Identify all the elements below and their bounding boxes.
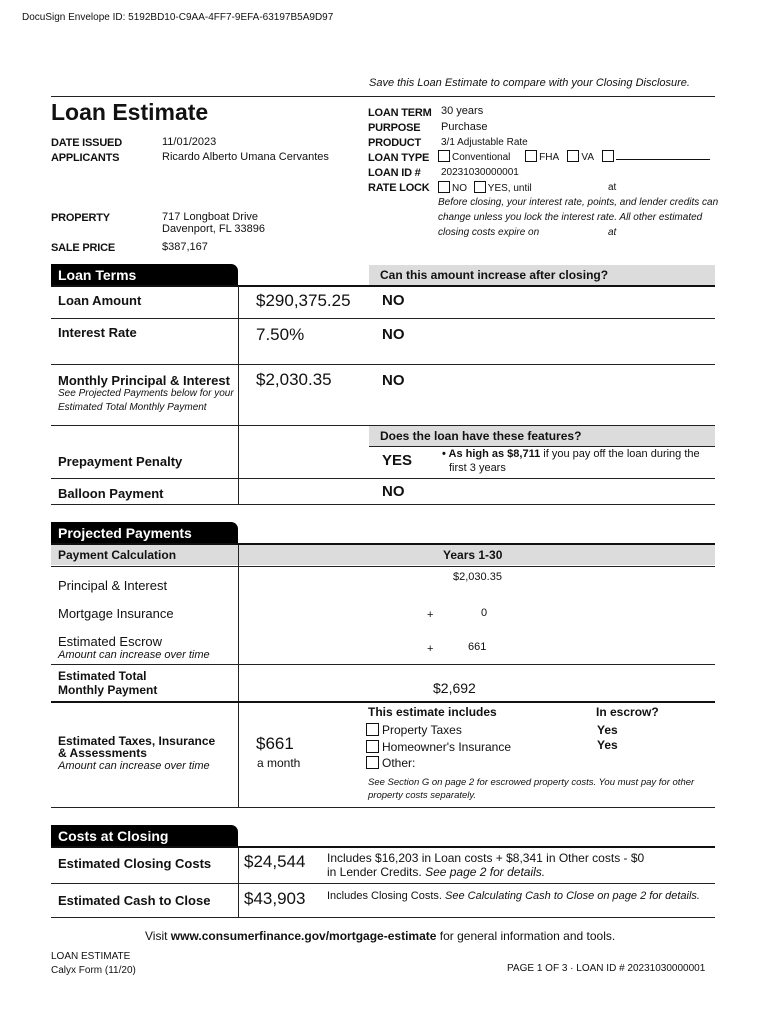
visit-prefix: Visit xyxy=(145,929,171,943)
other-type-line xyxy=(616,159,710,160)
mi-label: Mortgage Insurance xyxy=(58,606,174,621)
escrow-note: Amount can increase over time xyxy=(58,649,210,661)
homeowners-item xyxy=(366,740,511,754)
form-name: LOAN ESTIMATE xyxy=(51,951,131,962)
escrow-value: 661 xyxy=(468,641,487,653)
interest-rate-answer: NO xyxy=(382,326,405,343)
years-label: Years 1-30 xyxy=(443,548,503,562)
page-title: Loan Estimate xyxy=(51,99,209,125)
mi-plus: + xyxy=(427,609,434,621)
loan-term-label: LOAN TERM xyxy=(368,107,432,119)
mpi-answer: NO xyxy=(382,372,405,389)
projected-payments-tab: Projected Payments xyxy=(51,522,238,543)
loan-id-label: LOAN ID # xyxy=(368,167,421,179)
includes-label: This estimate includes xyxy=(368,705,497,719)
sale-price-value: $387,167 xyxy=(162,241,208,253)
closing-costs-detail-line2 xyxy=(327,865,545,879)
rate-lock-label: RATE LOCK xyxy=(368,182,430,194)
rate-lock-at: at xyxy=(608,182,617,193)
loan-amount-value: $290,375.25 xyxy=(256,291,351,310)
section-g-note-line1: See Section G on page 2 for escrowed property costs. You must pay for other xyxy=(368,777,695,788)
loan-terms-tab: Loan Terms xyxy=(51,264,238,285)
rate-lock-yes-label: YES, until xyxy=(487,183,532,194)
costs-at-closing-tab: Costs at Closing xyxy=(51,825,238,846)
other-checkbox[interactable] xyxy=(366,756,379,769)
conventional-label: Conventional xyxy=(452,152,511,163)
other-item xyxy=(366,756,415,770)
balloon-answer: NO xyxy=(382,483,405,500)
mpi-value: $2,030.35 xyxy=(256,370,332,389)
increase-question: Can this amount increase after closing? xyxy=(380,268,609,282)
payment-calc-label: Payment Calculation xyxy=(58,548,177,562)
form-version: Calyx Form (11/20) xyxy=(51,965,136,976)
mi-value: 0 xyxy=(481,607,488,619)
cash-to-close-label: Estimated Cash to Close xyxy=(58,893,211,908)
property-label: PROPERTY xyxy=(51,212,110,224)
homeowners-escrow: Yes xyxy=(597,738,618,752)
closing-costs-label: Estimated Closing Costs xyxy=(58,856,212,871)
cfpb-link[interactable]: www.consumerfinance.gov/mortgage-estimate xyxy=(170,929,437,943)
loan-term-value: 30 years xyxy=(441,105,484,117)
prepayment-detail xyxy=(442,448,700,460)
homeowners-label: Homeowner's Insurance xyxy=(382,740,512,754)
prepayment-detail-rest: if you pay off the loan during the xyxy=(540,448,700,460)
property-taxes-label: Property Taxes xyxy=(382,723,462,737)
purpose-value: Purchase xyxy=(441,121,488,133)
rate-lock-yes-checkbox[interactable] xyxy=(474,181,486,193)
rate-lock-note-line3: closing costs expire on xyxy=(438,227,540,238)
date-issued-label: DATE ISSUED xyxy=(51,137,122,149)
cash-detail-plain: Includes Closing Costs. xyxy=(327,890,445,902)
product-label: PRODUCT xyxy=(368,137,421,149)
fha-checkbox[interactable] xyxy=(525,150,537,162)
closing-costs-value: $24,544 xyxy=(244,852,306,871)
taxes-label-line2: & Assessments xyxy=(58,746,147,760)
closing-costs-detail-line1: Includes $16,203 in Loan costs + $8,341 in Other costs - $0 xyxy=(327,851,645,865)
rate-lock-note-at: at xyxy=(608,227,617,238)
escrow-label: Estimated Escrow xyxy=(58,634,163,649)
cash-to-close-value: $43,903 xyxy=(244,889,306,908)
total-label-line1: Estimated Total xyxy=(58,669,147,683)
applicants-value: Ricardo Alberto Umana Cervantes xyxy=(162,151,329,163)
rate-lock-note-line2: change unless you lock the interest rate. All other estimated xyxy=(438,212,703,223)
property-line2: Davenport, FL 33896 xyxy=(162,223,265,235)
rate-lock-options xyxy=(438,181,532,194)
rate-lock-note-line1: Before closing, your interest rate, points, and lender credits can xyxy=(438,197,719,208)
visit-suffix: for general information and tools. xyxy=(436,929,616,943)
pi-value: $2,030.35 xyxy=(453,571,502,583)
property-taxes-escrow: Yes xyxy=(597,723,618,737)
applicants-label: APPLICANTS xyxy=(51,152,120,164)
in-escrow-label: In escrow? xyxy=(596,705,659,719)
taxes-period: a month xyxy=(257,756,301,770)
taxes-note: Amount can increase over time xyxy=(58,760,210,772)
section-g-note-line2: property costs separately. xyxy=(368,790,477,801)
sale-price-label: SALE PRICE xyxy=(51,242,116,254)
interest-rate-label: Interest Rate xyxy=(58,325,137,340)
prepayment-detail-bold: • As high as $8,711 xyxy=(442,448,541,460)
date-issued-value: 11/01/2023 xyxy=(162,136,217,148)
other-label: Other: xyxy=(382,756,416,770)
taxes-label-line1: Estimated Taxes, Insurance xyxy=(58,734,216,748)
cc-detail-italic: See page 2 for details. xyxy=(425,865,546,879)
va-label: VA xyxy=(581,152,594,163)
prepayment-detail-line2: first 3 years xyxy=(449,462,506,474)
total-value: $2,692 xyxy=(433,680,476,696)
interest-rate-value: 7.50% xyxy=(256,325,305,344)
escrow-plus: + xyxy=(427,643,434,655)
rate-lock-no-label: NO xyxy=(452,183,467,194)
purpose-label: PURPOSE xyxy=(368,122,421,134)
save-note: Save this Loan Estimate to compare with your Closing Disclosure. xyxy=(369,77,690,89)
loan-type-options xyxy=(438,150,710,163)
mpi-label: Monthly Principal & Interest xyxy=(58,373,230,388)
features-question: Does the loan have these features? xyxy=(380,429,582,443)
rate-lock-no-checkbox[interactable] xyxy=(438,181,450,193)
mpi-note-line2: Estimated Total Monthly Payment xyxy=(58,402,207,413)
cc-detail-plain: in Lender Credits. xyxy=(327,865,426,879)
product-value: 3/1 Adjustable Rate xyxy=(441,137,528,148)
va-checkbox[interactable] xyxy=(567,150,579,162)
cash-detail-italic: See Calculating Cash to Close on page 2 for details. xyxy=(445,890,700,902)
loan-amount-label: Loan Amount xyxy=(58,293,142,308)
page-info: PAGE 1 OF 3 · LOAN ID # 20231030000001 xyxy=(507,963,706,974)
cash-to-close-detail xyxy=(327,890,700,902)
fha-label: FHA xyxy=(539,152,559,163)
loan-id-value: 20231030000001 xyxy=(441,167,519,178)
taxes-amount: $661 xyxy=(256,734,294,753)
pi-label: Principal & Interest xyxy=(58,578,168,593)
visit-line xyxy=(145,929,615,943)
conventional-checkbox[interactable] xyxy=(438,150,450,162)
total-label-line2: Monthly Payment xyxy=(58,683,158,697)
envelope-id: DocuSign Envelope ID: 5192BD10-C9AA-4FF7-9EFA-63197B5A9D97 xyxy=(22,12,334,23)
property-line1: 717 Longboat Drive xyxy=(162,211,259,223)
loan-type-label: LOAN TYPE xyxy=(368,152,430,164)
prepayment-answer: YES xyxy=(382,452,413,469)
property-taxes-item xyxy=(366,723,462,737)
mpi-note-line1: See Projected Payments below for your xyxy=(58,388,234,399)
balloon-label: Balloon Payment xyxy=(58,486,164,501)
property-taxes-checkbox[interactable] xyxy=(366,723,379,736)
prepayment-label: Prepayment Penalty xyxy=(58,454,183,469)
loan-amount-answer: NO xyxy=(382,292,405,309)
other-type-checkbox[interactable] xyxy=(602,150,614,162)
homeowners-checkbox[interactable] xyxy=(366,740,379,753)
